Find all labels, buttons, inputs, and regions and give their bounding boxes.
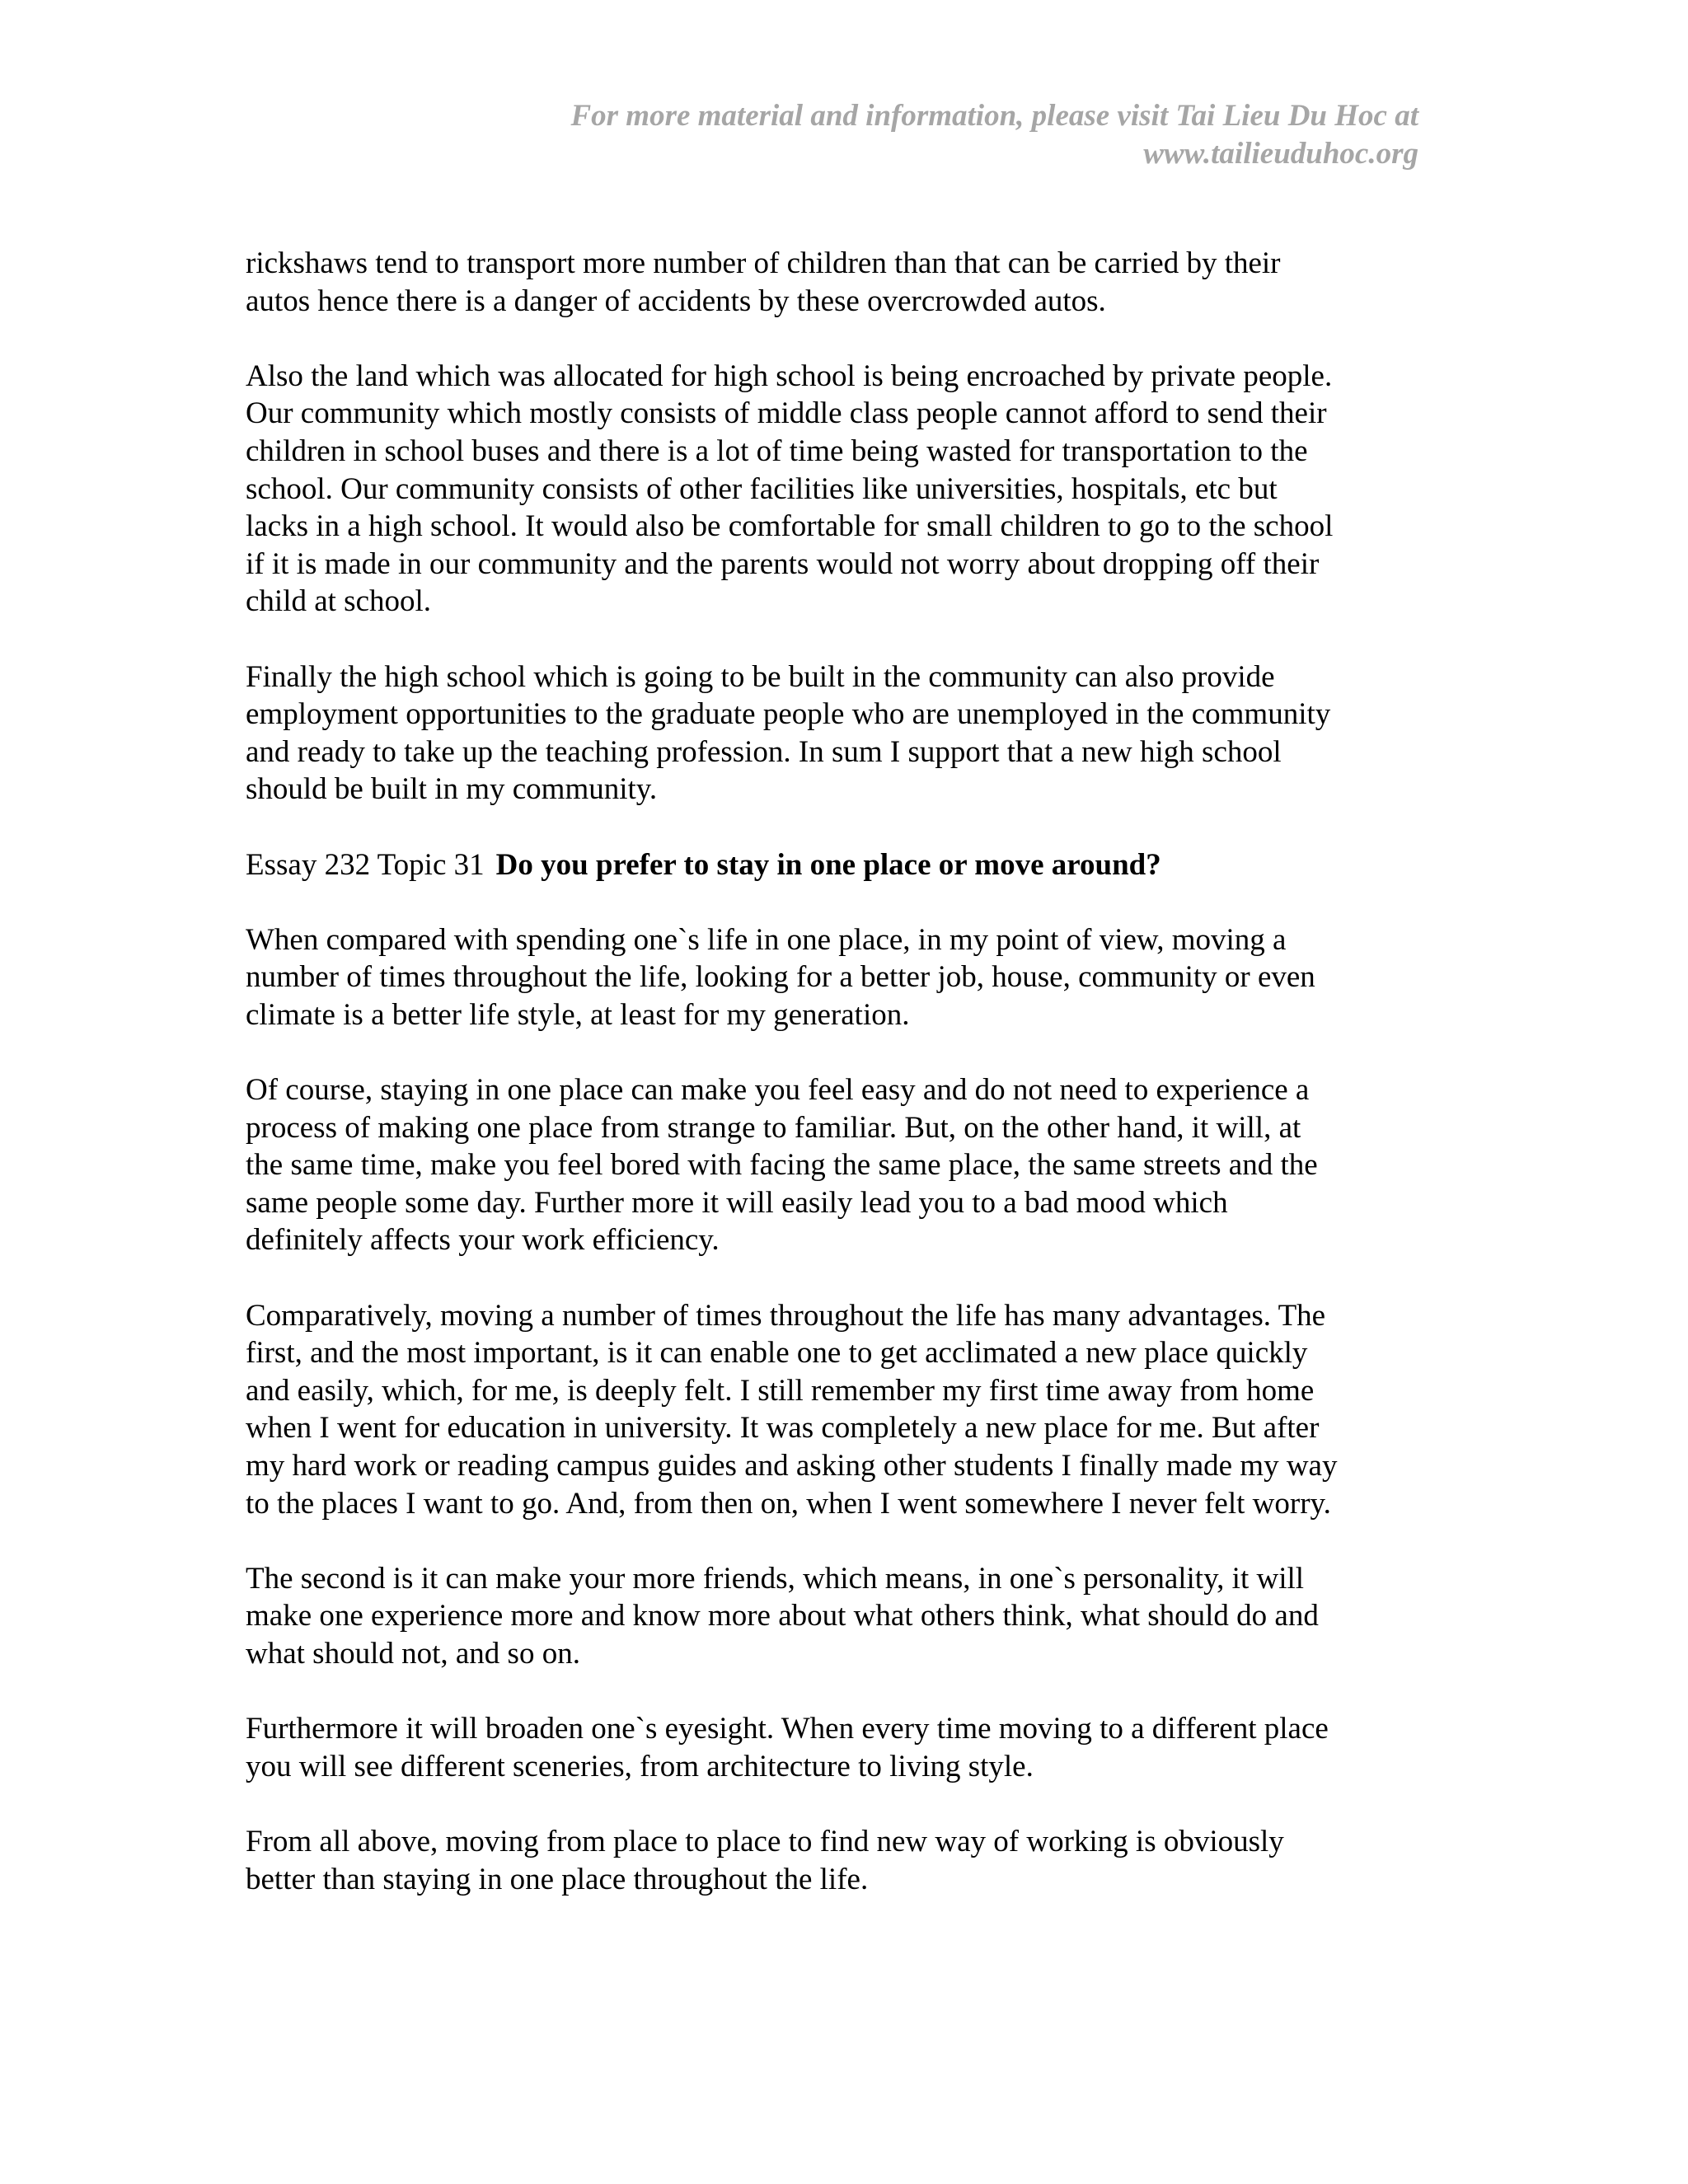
paragraph-line: to the places I want to go. And, from then on, when I went somewhere I never felt worry.: [246, 1486, 1331, 1521]
paragraph-line: Comparatively, moving a number of times throughout the life has many advantages. The: [246, 1298, 1326, 1333]
paragraph-line: The second is it can make your more friends, which means, in one`s personality, it will: [246, 1561, 1305, 1596]
paragraph-line: what should not, and so on.: [246, 1636, 580, 1671]
paragraph-line: Furthermore it will broaden one`s eyesight. When every time moving to a different place: [246, 1712, 1329, 1746]
paragraph-line: From all above, moving from place to place to find new way of working is obviously: [246, 1824, 1284, 1858]
paragraph: [246, 658, 1432, 808]
paragraph: [246, 1071, 1432, 1259]
paragraph-line: school. Our community consists of other facilities like universities, hospitals, etc but: [246, 471, 1278, 506]
paragraph: [246, 245, 1432, 320]
paragraph: [246, 1297, 1432, 1523]
paragraph: [246, 921, 1432, 1034]
paragraph-line: Finally the high school which is going to be built in the community can also provide: [246, 659, 1275, 694]
paragraph-line: should be built in my community.: [246, 772, 658, 807]
document-body: [246, 245, 1432, 1936]
paragraph-line: and easily, which, for me, is deeply felt. I still remember my first time away from home: [246, 1373, 1315, 1408]
paragraph-line: better than staying in one place throughout the life.: [246, 1862, 869, 1896]
paragraph-line: climate is a better life style, at least for my generation.: [246, 997, 910, 1032]
paragraph-line: autos hence there is a danger of accidents by these overcrowded autos.: [246, 284, 1106, 318]
essay-label: Essay 232 Topic 31: [246, 847, 485, 882]
paragraph-line: When compared with spending one`s life in one place, in my point of view, moving a: [246, 922, 1287, 957]
paragraph-line: and ready to take up the teaching profession. In sum I support that a new high school: [246, 734, 1282, 769]
paragraph-line: lacks in a high school. It would also be comfortable for small children to go to the school: [246, 509, 1334, 544]
paragraph-line: you will see different sceneries, from architecture to living style.: [246, 1749, 1034, 1783]
paragraph-line: children in school buses and there is a lot of time being wasted for transportation to the: [246, 434, 1308, 468]
paragraphs-before: [246, 245, 1432, 808]
paragraph-line: Our community which mostly consists of middle class people cannot afford to send their: [246, 396, 1327, 431]
paragraph-line: Also the land which was allocated for high school is being encroached by private people.: [246, 359, 1333, 393]
paragraph-line: Of course, staying in one place can make you feel easy and do not need to experience a: [246, 1073, 1310, 1108]
header-line-1: For more material and information, please visit Tai Lieu Du Hoc at: [570, 99, 1418, 133]
paragraph-line: the same time, make you feel bored with facing the same place, the same streets and the: [246, 1148, 1318, 1183]
paragraph-line: process of making one place from strange to familiar. But, on the other hand, it will, at: [246, 1110, 1301, 1145]
page-header: [347, 97, 1418, 173]
paragraph-line: child at school.: [246, 584, 432, 619]
paragraph: [246, 1710, 1432, 1785]
paragraph-line: if it is made in our community and the parents would not worry about dropping off their: [246, 546, 1320, 581]
paragraph-line: make one experience more and know more about what others think, what should do and: [246, 1599, 1319, 1633]
paragraph: [246, 358, 1432, 621]
paragraph-line: rickshaws tend to transport more number of children than that can be carried by their: [246, 246, 1281, 280]
paragraphs-after: [246, 921, 1432, 1898]
paragraph-line: number of times throughout the life, looking for a better job, house, community or even: [246, 960, 1315, 995]
essay-heading: [246, 846, 1432, 884]
paragraph: [246, 1823, 1432, 1898]
paragraph-line: same people some day. Further more it will easily lead you to a bad mood which: [246, 1185, 1228, 1220]
paragraph-line: employment opportunities to the graduate people who are unemployed in the community: [246, 697, 1331, 732]
paragraph-line: when I went for education in university. It was completely a new place for me. But after: [246, 1411, 1320, 1446]
essay-topic-title: Do you prefer to stay in one place or move around?: [495, 847, 1161, 882]
paragraph-line: definitely affects your work efficiency.: [246, 1223, 720, 1258]
paragraph: [246, 1560, 1432, 1673]
paragraph-line: first, and the most important, is it can enable one to get acclimated a new place quickly: [246, 1336, 1308, 1371]
paragraph-line: my hard work or reading campus guides and asking other students I finally made my way: [246, 1449, 1338, 1483]
header-website-link: www.tailieuduhoc.org: [1143, 137, 1418, 171]
